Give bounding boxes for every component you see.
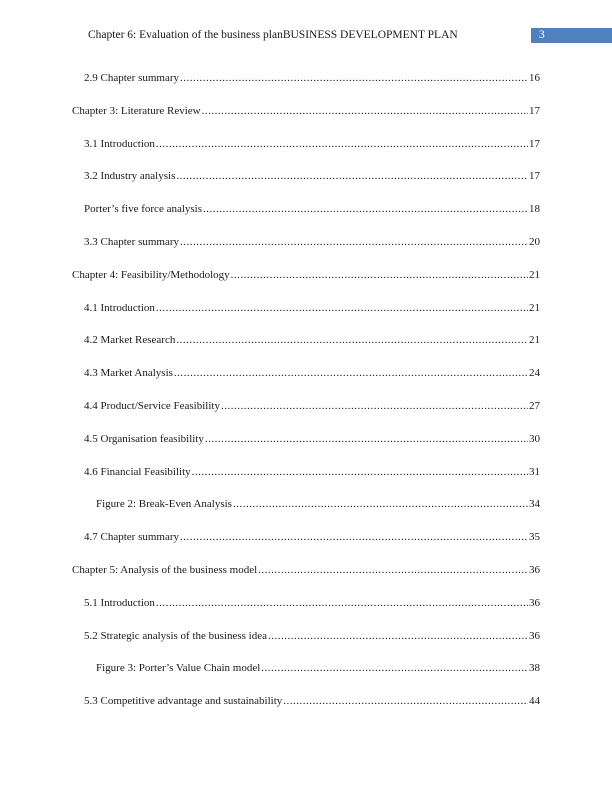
toc-entry-page: 18 (529, 203, 540, 216)
toc-entry-title: Figure 2: Break-Even Analysis (96, 498, 232, 511)
toc-dot-leader (156, 300, 528, 316)
toc-entry[interactable] (84, 628, 540, 644)
toc-entry-title: 4.4 Product/Service Feasibility (84, 400, 220, 412)
toc-dot-leader (180, 529, 528, 545)
toc-entry-title: 4.2 Market Research (84, 334, 176, 347)
toc-dot-leader (233, 496, 528, 512)
toc-dot-leader (261, 660, 528, 676)
toc-entry[interactable] (84, 234, 540, 250)
toc-dot-leader (283, 693, 528, 709)
toc-entry-page: 35 (529, 531, 540, 544)
toc-entry[interactable] (72, 562, 540, 578)
toc-dot-leader (202, 103, 528, 119)
toc-dot-leader (174, 365, 528, 381)
toc-dot-leader (156, 595, 528, 611)
toc-entry[interactable] (84, 595, 540, 611)
toc-entry-title: 2.9 Chapter summary (84, 72, 180, 84)
toc-entry[interactable] (84, 529, 540, 545)
toc-entry[interactable] (72, 267, 540, 283)
toc-entry[interactable] (96, 496, 540, 512)
toc-entry-page: 38 (529, 662, 540, 675)
toc-entry-page: 21 (529, 334, 540, 347)
toc-entry-title: 3.2 Industry analysis (84, 170, 176, 183)
toc-entry-title: 4.1 Introduction (84, 301, 155, 314)
toc-entry-title: 3.3 Chapter summary (84, 236, 180, 248)
toc-entry-title: 5.3 Competitive advantage and sustainability (84, 695, 283, 708)
toc-entry-title: Porter’s five force analysis (84, 203, 203, 216)
toc-entry[interactable] (84, 201, 540, 217)
toc-entry-page: 27 (529, 400, 540, 412)
toc-entry[interactable] (96, 660, 540, 676)
toc-dot-leader (176, 332, 528, 348)
toc-entry-title: 5.2 Strategic analysis of the business idea (84, 629, 267, 642)
toc-entry-page: 30 (529, 432, 540, 445)
toc-entry[interactable] (84, 464, 540, 480)
toc-entry[interactable] (84, 70, 540, 86)
toc-entry[interactable] (84, 332, 540, 348)
toc-entry[interactable] (84, 300, 540, 316)
toc-entry-page: 20 (529, 236, 540, 248)
toc-entry-title: 4.6 Financial Feasibility (84, 465, 191, 478)
toc-entry-page: 36 (529, 564, 540, 576)
toc-dot-leader (221, 398, 528, 414)
toc-entry-page: 21 (529, 268, 540, 281)
toc-entry-page: 17 (529, 137, 540, 150)
toc-entry-title: 4.3 Market Analysis (84, 367, 173, 380)
toc-dot-leader (205, 431, 528, 447)
toc-entry-page: 17 (529, 170, 540, 183)
toc-entry-page: 24 (529, 367, 540, 380)
toc-entry-page: 34 (529, 498, 540, 511)
toc-dot-leader (268, 628, 528, 644)
toc-entry[interactable] (84, 136, 540, 152)
toc-dot-leader (156, 136, 528, 152)
toc-dot-leader (258, 562, 528, 578)
toc-entry-title: Figure 3: Porter’s Value Chain model (96, 662, 261, 675)
toc-dot-leader (203, 201, 528, 217)
toc-dot-leader (231, 267, 528, 283)
toc-entry[interactable] (84, 693, 540, 709)
toc-dot-leader (180, 70, 528, 86)
toc-entry[interactable] (84, 365, 540, 381)
toc-entry-page: 17 (529, 104, 540, 117)
toc-entry-page: 44 (529, 695, 540, 708)
page-header (0, 28, 612, 44)
toc-entry-title: 4.5 Organisation feasibility (84, 432, 204, 445)
toc-entry-title: 5.1 Introduction (84, 596, 155, 609)
toc-entry-page: 16 (529, 72, 540, 84)
toc-dot-leader (176, 168, 528, 184)
toc-dot-leader (180, 234, 528, 250)
toc-entry-page: 36 (529, 596, 540, 609)
toc-entry-page: 31 (529, 465, 540, 478)
toc-entry-title: 4.7 Chapter summary (84, 531, 180, 544)
toc-entry[interactable] (84, 431, 540, 447)
toc-entry-title: Chapter 5: Analysis of the business model (72, 564, 258, 576)
toc-entry-title: Chapter 3: Literature Review (72, 104, 201, 117)
page-number-badge: 3 (531, 28, 612, 43)
header-title: Chapter 6: Evaluation of the business planBUSINESS DEVELOPMENT PLAN (88, 29, 458, 41)
toc-entry[interactable] (84, 398, 540, 414)
toc-entry[interactable] (72, 103, 540, 119)
toc-entry-title: Chapter 4: Feasibility/Methodology (72, 268, 230, 281)
toc-entry[interactable] (84, 168, 540, 184)
toc-entry-page: 36 (529, 629, 540, 642)
toc-dot-leader (192, 464, 528, 480)
toc-entry-page: 21 (529, 301, 540, 314)
toc-entry-title: 3.1 Introduction (84, 137, 155, 150)
